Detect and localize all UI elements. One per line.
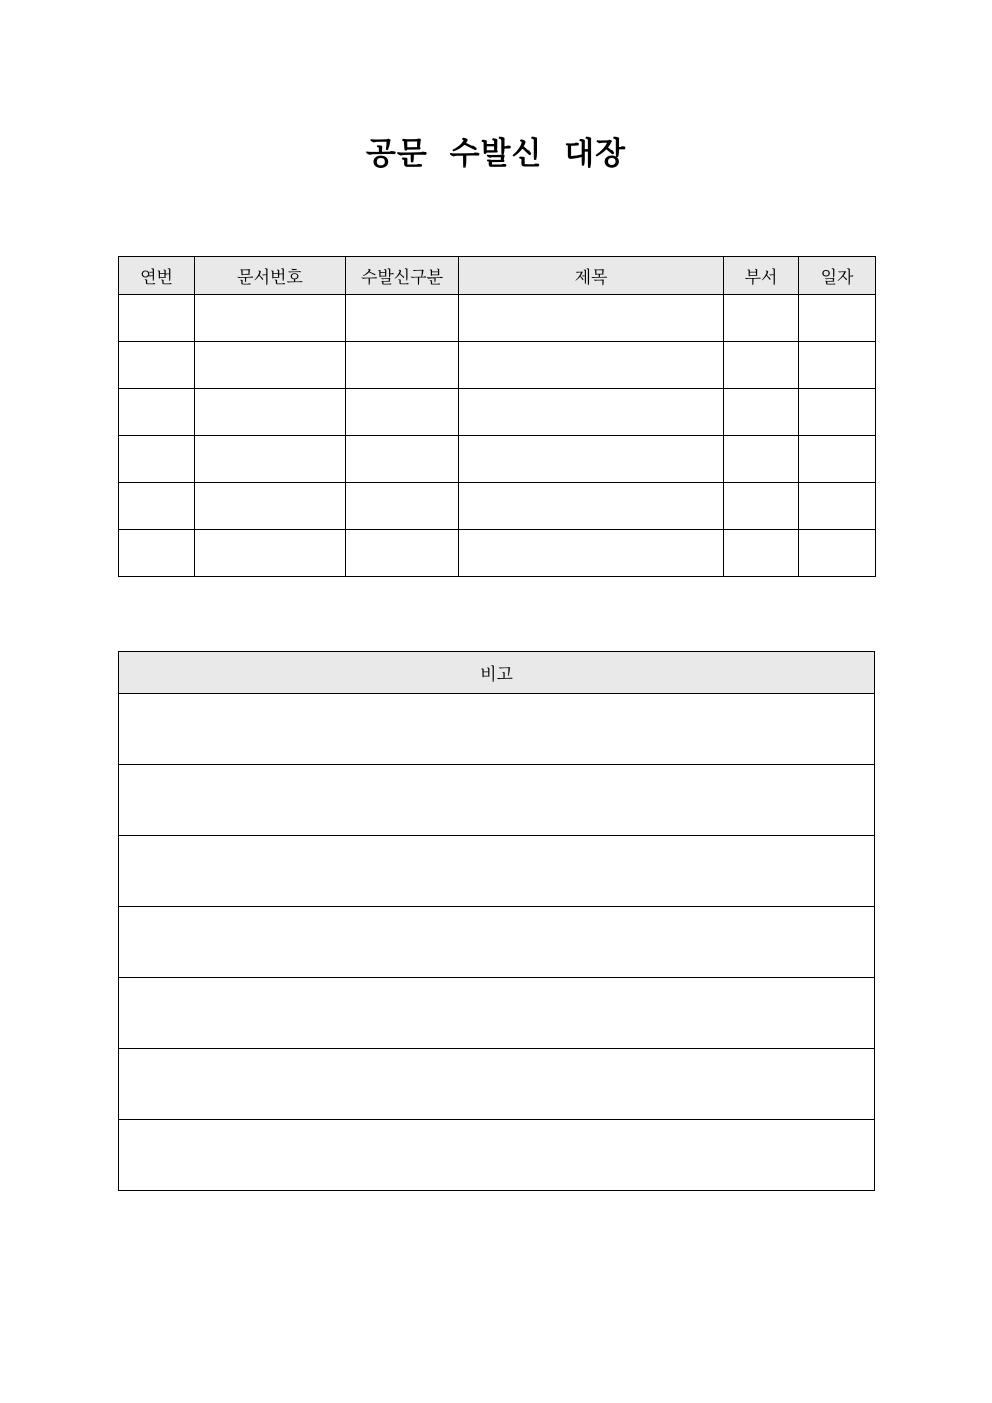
column-header-document-number: 문서번호	[195, 257, 346, 295]
table-row	[119, 295, 876, 342]
page-title: 공문 수발신 대장	[365, 136, 627, 172]
remarks-row	[119, 1120, 875, 1191]
remarks-header-row	[119, 652, 875, 694]
table-cell[interactable]	[724, 389, 799, 436]
table-cell[interactable]	[799, 436, 876, 483]
table-cell[interactable]	[119, 295, 195, 342]
table-row	[119, 483, 876, 530]
remarks-row	[119, 1049, 875, 1120]
table-cell[interactable]	[459, 436, 724, 483]
remarks-row	[119, 694, 875, 765]
column-header-send-receive-type: 수발신구분	[346, 257, 459, 295]
remarks-table	[118, 651, 875, 1191]
remarks-row	[119, 765, 875, 836]
remarks-cell[interactable]	[119, 1120, 875, 1191]
table-cell[interactable]	[346, 295, 459, 342]
table-cell[interactable]	[799, 530, 876, 577]
table-cell[interactable]	[346, 342, 459, 389]
column-header-date: 일자	[799, 257, 876, 295]
table-cell[interactable]	[119, 483, 195, 530]
table-cell[interactable]	[799, 342, 876, 389]
column-header-serial: 연번	[119, 257, 195, 295]
table-cell[interactable]	[195, 530, 346, 577]
remarks-header: 비고	[119, 652, 875, 694]
table-cell[interactable]	[724, 295, 799, 342]
table-cell[interactable]	[195, 342, 346, 389]
register-header-row	[119, 257, 876, 295]
table-cell[interactable]	[119, 342, 195, 389]
table-cell[interactable]	[799, 389, 876, 436]
table-cell[interactable]	[724, 530, 799, 577]
remarks-cell[interactable]	[119, 1049, 875, 1120]
column-header-subject: 제목	[459, 257, 724, 295]
remarks-cell[interactable]	[119, 978, 875, 1049]
remarks-row	[119, 836, 875, 907]
table-cell[interactable]	[459, 389, 724, 436]
table-row	[119, 389, 876, 436]
table-cell[interactable]	[346, 530, 459, 577]
table-cell[interactable]	[346, 389, 459, 436]
table-row	[119, 530, 876, 577]
table-cell[interactable]	[119, 436, 195, 483]
table-cell[interactable]	[459, 530, 724, 577]
remarks-row	[119, 907, 875, 978]
table-row	[119, 342, 876, 389]
table-row	[119, 436, 876, 483]
table-cell[interactable]	[799, 295, 876, 342]
table-cell[interactable]	[724, 436, 799, 483]
table-cell[interactable]	[195, 389, 346, 436]
table-cell[interactable]	[346, 483, 459, 530]
remarks-row	[119, 978, 875, 1049]
table-cell[interactable]	[459, 295, 724, 342]
remarks-cell[interactable]	[119, 765, 875, 836]
register-table	[118, 256, 876, 577]
table-cell[interactable]	[724, 483, 799, 530]
column-header-department: 부서	[724, 257, 799, 295]
remarks-cell[interactable]	[119, 836, 875, 907]
table-cell[interactable]	[119, 389, 195, 436]
table-cell[interactable]	[459, 483, 724, 530]
table-cell[interactable]	[459, 342, 724, 389]
table-cell[interactable]	[119, 530, 195, 577]
table-cell[interactable]	[195, 295, 346, 342]
table-cell[interactable]	[195, 436, 346, 483]
table-cell[interactable]	[724, 342, 799, 389]
remarks-cell[interactable]	[119, 907, 875, 978]
remarks-cell[interactable]	[119, 694, 875, 765]
table-cell[interactable]	[799, 483, 876, 530]
table-cell[interactable]	[346, 436, 459, 483]
table-cell[interactable]	[195, 483, 346, 530]
